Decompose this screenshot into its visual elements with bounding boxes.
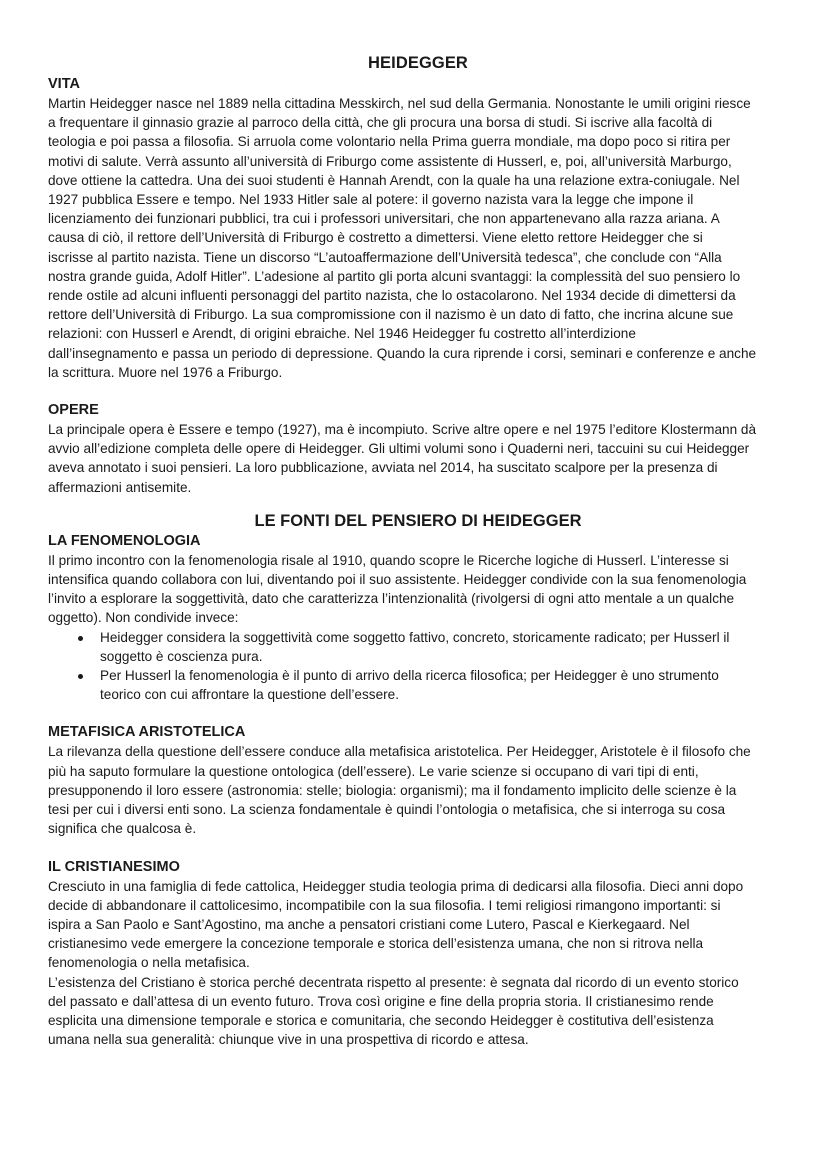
section-cristianesimo — [48, 858, 788, 1050]
spacer — [48, 704, 788, 723]
spacer — [48, 839, 788, 858]
text-line: presupponendo il loro essere (astronomia: stelle; biologia: organismi); ma il fondamento implicito delle scienze è la — [48, 782, 737, 798]
bullet-item — [48, 628, 788, 666]
text-line: affermazioni antisemite. — [48, 479, 192, 495]
text-line: tesi per cui i diversi enti sono. La scienza fondamentale è quindi l’ontologia o metafisica, che si interroga su cosa — [48, 802, 726, 818]
text-line: intensifica quando collabora con lui, diventando poi il suo assistente. Heidegger condivide con la sua fenomenologia — [48, 572, 747, 588]
document-page — [48, 52, 788, 1049]
paragraph-fenomenologia — [48, 551, 788, 628]
text-line: Per Husserl la fenomenologia è il punto di arrivo della ricerca filosofica; per Heidegger è uno strumento — [100, 668, 719, 684]
text-line: del passato e dall’attesa di un evento futuro. Trova così origine e fine della propria storia. Il cristianesimo rende — [48, 993, 714, 1009]
text-line: umana nella sua generalità: chiunque vive in una prospettiva di ricordo e attesa. — [48, 1032, 529, 1048]
section-heading-opere: OPERE — [48, 402, 99, 419]
text-line: relazioni: con Husserl e Arendt, di origini ebraiche. Nel 1946 Heidegger fu costretto all’interdizione — [48, 326, 636, 342]
text-line: oggetto). Non condivide invece: — [48, 610, 239, 626]
section-heading-fenomenologia: LA FENOMENOLOGIA — [48, 532, 201, 549]
text-line: Heidegger considera la soggettività come soggetto fattivo, concreto, storicamente radicato; per Husserl il — [100, 629, 730, 645]
bullet-icon — [78, 674, 83, 679]
section-fenomenologia — [48, 532, 788, 705]
text-line: Cresciuto in una famiglia di fede cattolica, Heidegger studia teologia prima di dedicarsi alla filosofia. Dieci anni dopo — [48, 878, 744, 894]
spacer — [48, 382, 788, 401]
section-vita — [48, 75, 788, 382]
text-line: motivi di salute. Verrà assunto all’università di Friburgo come assistente di Husserl, e, poi, all’università Marburgo, — [48, 153, 732, 169]
text-line: L’esistenza del Cristiano è storica perché decentrata rispetto al presente: è segnata dal ricordo di un evento storico — [48, 974, 739, 990]
fonti-title: LE FONTI DEL PENSIERO DI HEIDEGGER — [254, 511, 582, 530]
section-heading-vita: VITA — [48, 76, 80, 92]
text-line: 1927 pubblica Essere e tempo. Nel 1933 Hitler sale al potere: il governo nazista vara la legge che impone il — [48, 192, 694, 208]
bullet-list — [48, 628, 788, 705]
text-line: dall’insegnamento e passa un periodo di depressione. Quando la cura riprende i corsi, seminari e conferenze e anche — [48, 345, 757, 361]
text-line: la scrittura. Muore nel 1976 a Friburgo. — [48, 364, 283, 380]
text-line: decide di abbandonare il cattolicesimo, incompatibile con la sua filosofia. I temi religiosi rimangono importanti: si — [48, 897, 721, 913]
text-line: avvio all’edizione completa delle opere di Heidegger. Gli ultimi volumi sono i Quaderni neri, taccuini su cui Heidegger — [48, 441, 750, 457]
text-line: rende ostile ad alcuni influenti personaggi del partito nazista, che lo ostacolarono. Nel 1934 decide di dimettersi da — [48, 288, 736, 304]
section-opere — [48, 401, 788, 497]
text-line: esplicita una dimensione temporale e storica e comunitaria, che secondo Heidegger è costitutiva dell’esistenza — [48, 1012, 714, 1028]
text-line: causa di ciò, il rettore dell’Università di Friburgo è costretto a dimettersi. Viene eletto rettore Heidegger che si — [48, 230, 703, 246]
paragraph-cristianesimo — [48, 877, 788, 1050]
text-line: La rilevanza della questione dell’essere conduce alla metafisica aristotelica. Per Heidegger, Aristotele è il filosofo che — [48, 744, 751, 760]
text-line: cristianesimo vede emergere la concezione temporale e storica dell’esistenza umana, che non si ritrova nella — [48, 936, 704, 952]
text-line: soggetto è coscienza pura. — [100, 648, 263, 664]
section-heading-metafisica: METAFISICA ARISTOTELICA — [48, 724, 246, 741]
paragraph-opere — [48, 420, 788, 497]
bullet-icon — [78, 636, 83, 641]
text-line: Il primo incontro con la fenomenologia risale al 1910, quando scopre le Ricerche logiche di Husserl. L’interesse si — [48, 552, 729, 568]
text-line: dove ottiene la cattedra. Una dei suoi studenti è Hannah Arendt, con la quale ha una relazione extra-coniugale. Nel — [48, 172, 740, 188]
bullet-item — [48, 666, 788, 704]
text-line: nostra grande guida, Adolf Hitler”. L’adesione al partito gli porta alcuni svantaggi: la complessità del suo pensiero lo — [48, 268, 741, 284]
text-line: l’invito a esplorare la soggettività, dato che caratterizza l’intenzionalità (rivolgersi di ogni atto mentale a un qualche — [48, 591, 735, 607]
text-line: La principale opera è Essere e tempo (1927), ma è incompiuto. Scrive altre opere e nel 1975 l’editore Klostermann dà — [48, 422, 757, 438]
section-metafisica — [48, 723, 788, 838]
text-line: iscrisse al partito nazista. Tiene un discorso “L’autoaffermazione dell’Università tedesca”, che conclude con “Alla — [48, 249, 722, 265]
text-line: Martin Heidegger nasce nel 1889 nella cittadina Messkirch, nel sud della Germania. Nonostante le umili origini riesce — [48, 96, 751, 111]
text-line: ispira a San Paolo e Sant’Agostino, ma anche a pensatori cristiani come Lutero, Pascal e Kierkegaard. Nel — [48, 916, 690, 932]
text-line: più ha saputo formulare la questione ontologica (dell’essere). Le varie scienze si occupano di vari tipi di enti, — [48, 763, 699, 779]
text-line: significa che qualcosa è. — [48, 821, 197, 837]
text-line: fenomenologia o nella metafisica. — [48, 955, 250, 971]
section-heading-cristianesimo: IL CRISTIANESIMO — [48, 858, 180, 875]
document-title: HEIDEGGER — [368, 54, 468, 72]
text-line: teorico con cui affrontare la questione dell’essere. — [100, 687, 399, 703]
paragraph-vita — [48, 94, 788, 382]
text-line: rettore dell’Università di Friburgo. La sua compromissione con il nazismo è un dato di fatto, che incrina alcune sue — [48, 307, 734, 323]
paragraph-metafisica — [48, 742, 788, 838]
text-line: a frequentare il ginnasio grazie al parroco della città, che gli procura una borsa di studi. Si iscrive alla facoltà di — [48, 115, 713, 131]
text-line: licenziamento dei funzionari pubblici, tra cui i professori universitari, che non appartenevano alla razza ariana. A — [48, 211, 720, 227]
text-line: teologia e poi passa a filosofia. Si arruola come volontario nella Prima guerra mondiale, ma dopo poco si ritira per — [48, 134, 731, 150]
text-line: aveva annotato i suoi pensieri. La loro pubblicazione, avviata nel 2014, ha suscitato scalpore per la presenza di — [48, 460, 718, 476]
